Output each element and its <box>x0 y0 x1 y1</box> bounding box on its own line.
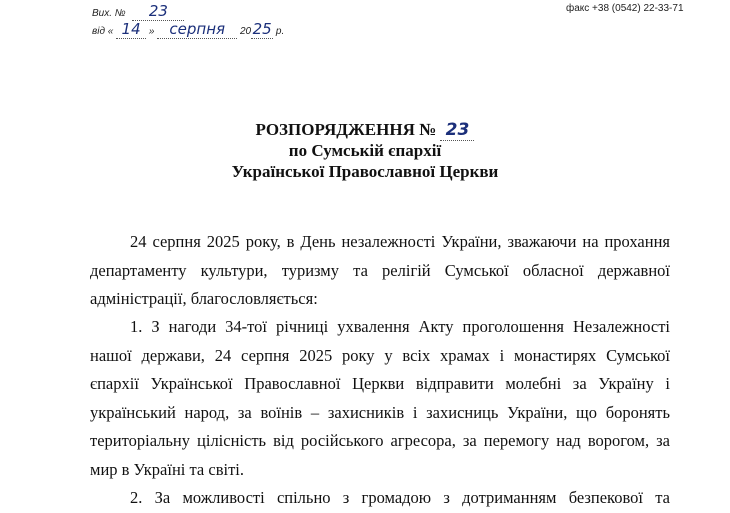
outgoing-number-row <box>92 2 184 21</box>
date-mid: » <box>148 26 155 37</box>
item-1-line: український народ, за воїнів – захисників і захисниць України, що боронять <box>90 402 670 422</box>
title-diocese: по Сумській єпархії <box>288 141 442 160</box>
date-day-value: 14 <box>121 20 141 38</box>
intro-line: 24 серпня 2025 року, в День незалежності України, зважаючи на прохання <box>130 232 670 251</box>
fax-number: факс +38 (0542) 22-33-71 <box>566 3 684 14</box>
item-2-paragraph <box>90 484 670 513</box>
date-row <box>92 20 284 39</box>
date-year-value: 25 <box>252 20 272 38</box>
item-1-paragraph <box>90 313 670 484</box>
date-day-field <box>116 20 146 39</box>
date-year-field <box>251 20 273 39</box>
title-church: Української Православної Церкви <box>231 162 499 181</box>
document-title <box>0 120 730 141</box>
date-year-end: р. <box>275 26 285 37</box>
title-number-value: 23 <box>445 120 470 140</box>
title-prefix: РОЗПОРЯДЖЕННЯ № <box>255 120 437 139</box>
outgoing-number-label: Вих. № <box>92 8 126 19</box>
item-1-line: 1. З нагоди 34-тої річниці ухвалення Акту проголошення Незалежності <box>130 317 670 336</box>
intro-line: адміністрації, благословляється: <box>90 289 318 308</box>
date-month-value: серпня <box>169 20 226 38</box>
item-1-line: єпархії Української Православної Церкви відправити молебні за Україну і <box>90 374 670 393</box>
title-number-field <box>440 120 474 141</box>
item-1-line: мир в Україні та світі. <box>90 459 244 479</box>
outgoing-number-field <box>132 2 184 21</box>
date-year-prefix: 20 <box>240 26 252 37</box>
intro-line: департаменту культури, туризму та релігій Сумської обласної державної <box>90 260 670 280</box>
outgoing-number-value: 23 <box>148 2 168 20</box>
item-1-line: територіальну цілісність від російського агресора, за перемогу над ворогом, за <box>90 431 670 450</box>
date-prefix: від « <box>92 26 114 37</box>
date-month-field <box>157 20 237 39</box>
item-2-line: 2. За можливості спільно з громадою з дотриманням безпекової та <box>130 488 670 507</box>
intro-paragraph <box>90 228 670 314</box>
item-1-line: нашої держави, 24 серпня 2025 року у всіх храмах і монастирях Сумської <box>90 345 670 365</box>
